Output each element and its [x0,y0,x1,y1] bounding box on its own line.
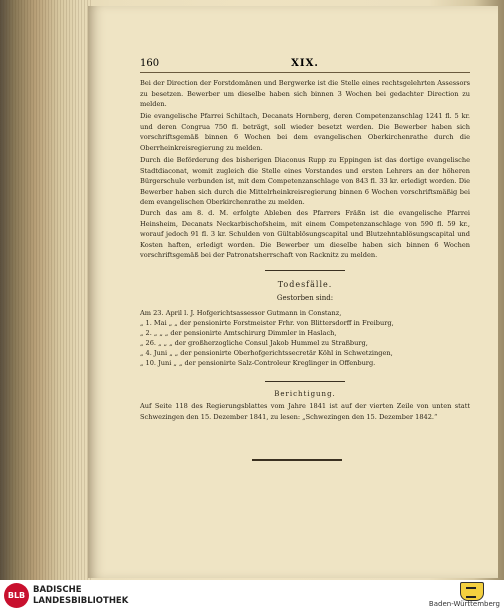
page-number: 160 [140,58,160,69]
deaths-heading: Todesfälle. [277,280,333,289]
divider [265,381,345,382]
death-entry: „ 4. Juni „ „ der pensionirte Oberhofgerichtssecretär Köhl in Schwetzingen, [140,349,393,357]
deaths-subheading: Gestorben sind: [276,294,334,302]
partner-name: Baden-Württemberg [428,600,500,608]
footer-bar [0,580,504,611]
paragraph-2: Die evangelische Pfarrei Schiltach, Decanats Hornberg, deren Competenzanschlag 1241 fl. 5 kr. und deren Congrua 750 fl. beträgt, soll wieder besetzt werden. Die Bewerber haben sich vorschriftsgemäß binnen 6 Wochen bei dem evangelischen Oberkirchenrathe durch die Oberrheinkreisregierung zu melden. [140,112,470,152]
death-entry: „ 1. Mai „ „ der pensionirte Forstmeister Frhr. von Blittersdorff in Freiburg, [140,319,394,327]
death-list [140,308,470,368]
paragraph-1: Bei der Direction der Forstdomänen und Bergwerke ist die Stelle eines rechtsgelehrten Assessors zu besetzen. Bewerber um dieselbe haben sich binnen 3 Wochen bei gedachter Direction zu melden. [140,79,470,108]
library-name: BADISCHE LANDESBIBLIOTHEK [33,585,129,606]
death-entry: „ 2. „ „ „ der pensionirte Amtschirurg Dimmler in Haslach, [140,329,337,337]
header-rule [140,72,470,73]
closing-rule [252,459,342,461]
correction-heading: Berichtigung. [274,390,336,398]
death-entry: „ 26. „ „ „ der großherzogliche Consul Jakob Hummel zu Straßburg, [140,339,368,347]
death-entry: „ 10. Juni „ „ der pensionirte Salz-Controleur Kreglinger in Offenburg. [140,359,376,367]
page-header [140,58,470,72]
paragraph-4: Durch das am 8. d. M. erfolgte Ableben des Pfarrers Fräßn ist die evangelische Pfarrei Heinsheim, Decanats Neckarbischofsheim, mit einem Competenzanschlage von 590 fl. 59 kr., worauf jedoch 91 fl. 3 kr. Schulden von Gültablösungscapital und Blutzehntablösungscapital und Kosten haften, erledigt worden. Die Bewerber um dieselbe haben sich binnen 6 Wochen vorschriftsgemäß bei der Patronatsherrschaft von Racknitz zu melden. [140,209,470,259]
divider [265,270,345,271]
paragraph-3: Durch die Beförderung des bisherigen Diaconus Rupp zu Eppingen ist das dortige evangelische Stadtdiaconat, womit zugleich die Stelle eines Vorstandes und ersten Lehrers an der höheren Bürgerschule verbunden ist, mit dem Competenzanschlage von 843 fl. 33 kr. erledigt worden. Die Bewerber haben sich durch die Mittelrheinkreisregierung binnen 6 Wochen vorschriftsmäßig bei dem evangelischen Oberkirchenrathe zu melden. [140,156,470,206]
death-entry: Am 23. April l. J. Hofgerichtsassessor Gutmann in Constanz, [140,309,342,317]
coat-of-arms-icon [460,582,484,601]
section-number: XIX. [291,58,319,69]
correction-text: Auf Seite 118 des Regierungsblattes vom Jahre 1841 ist auf der vierten Zeile von unten statt Schwezingen den 15. Dezember 1841, zu lesen: „Schwezingen den 15. Dezember 1842.“ [140,402,470,421]
page-edges [0,0,92,580]
blb-logo-icon: BLB [4,583,29,608]
